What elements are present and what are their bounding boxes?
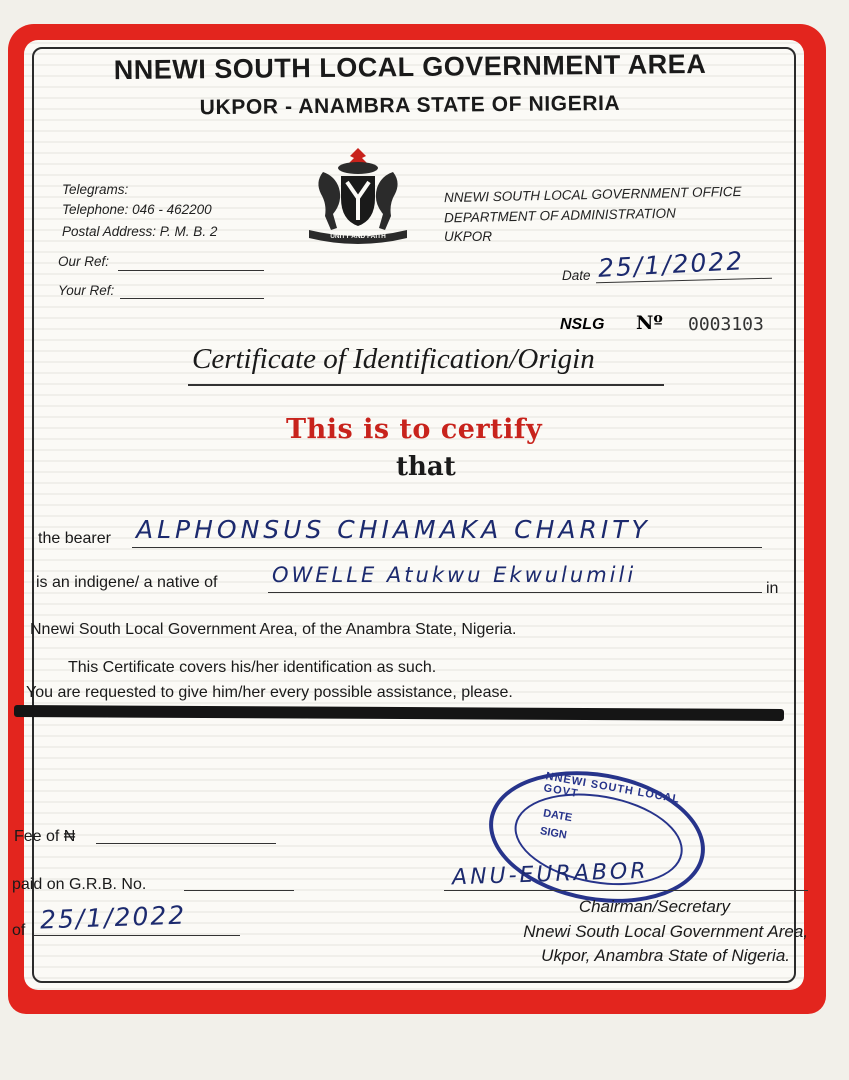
our-ref-label: Our Ref: — [58, 254, 110, 269]
date-value: 25/1/2022 — [597, 246, 745, 283]
bearer-label: the bearer — [38, 530, 111, 547]
native-suffix: in — [766, 580, 779, 597]
serial-prefix: NSLG — [560, 316, 605, 333]
certify-line: This is to certify — [286, 414, 543, 445]
signatory-role: Chairman/Secretary — [578, 897, 730, 916]
fee-line — [96, 843, 276, 844]
our-ref-line — [118, 270, 264, 271]
title-underline — [188, 384, 664, 386]
of-date-value: 25/1/2022 — [39, 900, 187, 935]
native-place: OWELLE Atukwu Ekwulumili — [272, 563, 637, 587]
handwritten-signature: ANU-EURABOR — [451, 858, 649, 891]
your-ref-label: Your Ref: — [58, 283, 115, 298]
native-line — [268, 592, 762, 593]
of-label: of — [12, 922, 26, 939]
stamp-ring-text: NNEWI SOUTH LOCAL GOVT — [542, 770, 681, 806]
date-label: Date — [562, 268, 591, 283]
stamp-date-label: DATE — [542, 807, 574, 825]
that-word: that — [396, 452, 456, 482]
signatory-lga: Nnewi South Local Government Area, — [523, 922, 808, 941]
office-line-2: DEPARTMENT OF ADMINISTRATION — [443, 205, 676, 226]
grb-label: paid on G.R.B. No. — [12, 876, 147, 893]
office-line-3: UKPOR — [444, 229, 493, 244]
covers-line: This Certificate covers his/her identification as such. — [68, 659, 437, 676]
serial-number: 0003103 — [688, 314, 764, 335]
telegrams-label: Telegrams: — [62, 182, 129, 197]
fee-label: Fee of ₦ — [14, 828, 76, 845]
lga-subtitle: UKPOR - ANAMBRA STATE OF NIGERIA — [199, 91, 621, 120]
bearer-name: ALPHONSUS CHIAMAKA CHARITY — [136, 515, 651, 544]
lga-line: Nnewi South Local Government Area, of the Anambra State, Nigeria. — [30, 621, 517, 638]
signature-line — [444, 890, 808, 891]
coat-of-arms-icon — [303, 142, 413, 246]
request-line: You are requested to give him/her every possible assistance, please. — [26, 684, 513, 701]
telephone-line: Telephone: 046 - 462200 — [62, 202, 212, 217]
stamp-sign-label: SIGN — [539, 825, 568, 842]
native-label: is an indigene/ a native of — [36, 574, 218, 591]
bearer-line — [132, 547, 762, 548]
certificate-title: Certificate of Identification/Origin — [192, 343, 595, 375]
grb-line — [184, 890, 294, 891]
signatory-place: Ukpor, Anambra State of Nigeria. — [541, 946, 790, 965]
your-ref-line — [120, 298, 264, 299]
office-line-1: NNEWI SOUTH LOCAL GOVERNMENT OFFICE — [443, 183, 742, 206]
postal-address: Postal Address: P. M. B. 2 — [62, 224, 218, 239]
lga-title: NNEWI SOUTH LOCAL GOVERNMENT AREA — [113, 48, 707, 86]
of-date-line — [34, 935, 240, 936]
motto-text: UNITY AND FAITH — [330, 233, 386, 240]
serial-no-label: Nº — [636, 312, 663, 334]
